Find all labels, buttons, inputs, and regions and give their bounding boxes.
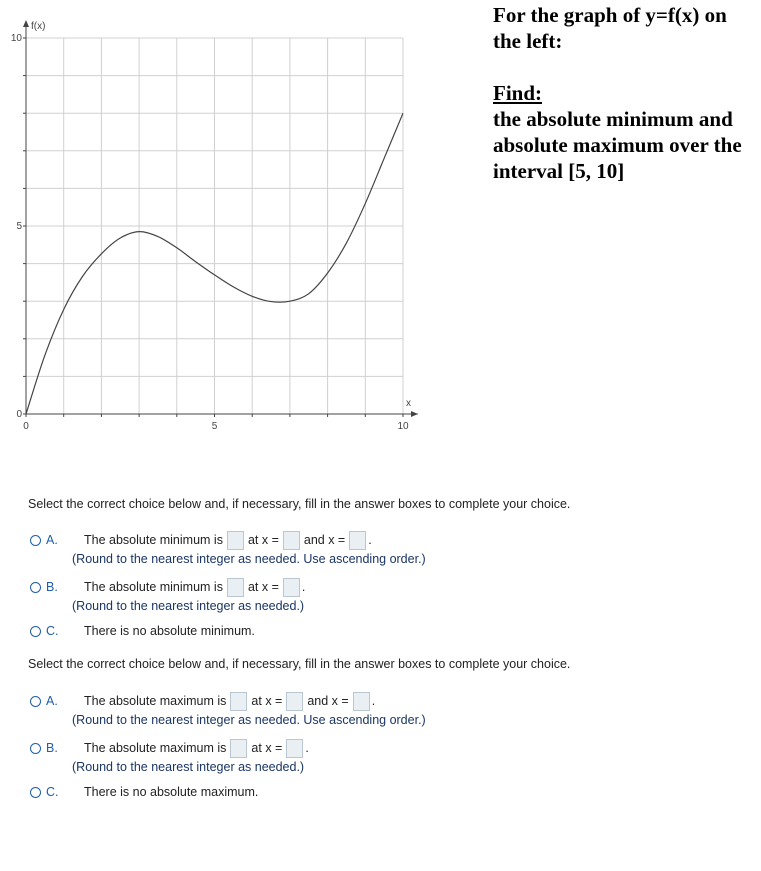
problem-prompt xyxy=(493,2,758,184)
min-choice-c[interactable] xyxy=(30,620,255,642)
y-tick-label: 5 xyxy=(16,221,22,232)
max-b-value-box[interactable] xyxy=(230,739,247,758)
max-b-period: . xyxy=(305,741,309,755)
min-choice-b-hint: (Round to the nearest integer as needed.) xyxy=(72,599,305,613)
min-choice-b[interactable] xyxy=(30,576,305,614)
max-a-period: . xyxy=(371,694,376,708)
max-choice-a-letter: A. xyxy=(46,694,58,708)
max-choice-a-radio[interactable] xyxy=(30,696,41,707)
max-choice-b-letter: B. xyxy=(46,741,58,755)
y-tick-label: 0 xyxy=(16,409,22,420)
max-choice-a[interactable] xyxy=(30,690,426,728)
max-choice-b-radio[interactable] xyxy=(30,743,41,754)
min-b-value-box[interactable] xyxy=(227,578,244,597)
min-choice-a-text1: The absolute minimum is xyxy=(84,533,223,547)
max-a-x1-box[interactable] xyxy=(286,692,303,711)
min-choice-b-text2: at x = xyxy=(247,580,279,594)
max-choice-b-text1: The absolute maximum is xyxy=(84,741,227,755)
prompt-find: Find: xyxy=(493,81,543,105)
max-choice-a-text1: The absolute maximum is xyxy=(84,694,227,708)
min-choice-c-text1: There is no absolute minimum. xyxy=(84,624,255,638)
min-choice-a-text3: and x = xyxy=(303,533,346,547)
min-choice-a-radio[interactable] xyxy=(30,535,41,546)
min-choice-b-letter: B. xyxy=(46,580,58,594)
y-axis-arrow xyxy=(23,20,29,27)
function-graph xyxy=(0,0,440,440)
x-tick-label: 10 xyxy=(397,421,409,432)
x-axis-arrow xyxy=(411,411,418,417)
max-choice-c-text1: There is no absolute maximum. xyxy=(84,785,259,799)
min-choice-a-text2: at x = xyxy=(247,533,279,547)
max-choice-b-hint: (Round to the nearest integer as needed.) xyxy=(72,760,305,774)
min-choice-c-letter: C. xyxy=(46,624,59,638)
min-a-x2-box[interactable] xyxy=(349,531,366,550)
max-choice-b[interactable] xyxy=(30,737,309,775)
min-choice-c-radio[interactable] xyxy=(30,626,41,637)
max-choice-c[interactable] xyxy=(30,781,258,803)
min-a-x1-box[interactable] xyxy=(283,531,300,550)
min-choice-b-radio[interactable] xyxy=(30,582,41,593)
min-choice-a[interactable] xyxy=(30,529,426,567)
y-tick-label: 10 xyxy=(10,33,22,44)
min-a-value-box[interactable] xyxy=(227,531,244,550)
max-choice-b-text2: at x = xyxy=(251,741,283,755)
max-b-x-box[interactable] xyxy=(286,739,303,758)
max-choice-a-text2: at x = xyxy=(251,694,283,708)
prompt-heading: For the graph of y=f(x) on the left: xyxy=(493,3,727,53)
min-choice-b-text1: The absolute minimum is xyxy=(84,580,223,594)
x-tick-label: 5 xyxy=(211,421,218,432)
max-a-x2-box[interactable] xyxy=(353,692,370,711)
max-instruction: Select the correct choice below and, if necessary, fill in the answer boxes to complete your choice. xyxy=(28,657,571,671)
min-choice-a-hint: (Round to the nearest integer as needed. Use ascending order.) xyxy=(72,552,426,566)
min-choice-a-letter: A. xyxy=(46,533,58,547)
min-b-period: . xyxy=(301,580,306,594)
prompt-task: the absolute minimum and absolute maximum over the interval [5, 10] xyxy=(493,107,742,183)
max-choice-a-text3: and x = xyxy=(307,694,349,708)
max-choice-c-letter: C. xyxy=(46,785,59,799)
max-choice-c-radio[interactable] xyxy=(30,787,41,798)
grid-lines xyxy=(26,38,403,414)
y-axis-label: f(x) xyxy=(31,21,46,32)
x-tick-label: 0 xyxy=(23,421,29,432)
tick-labels xyxy=(11,33,409,432)
max-choice-a-hint: (Round to the nearest integer as needed. Use ascending order.) xyxy=(72,713,426,727)
min-instruction: Select the correct choice below and, if necessary, fill in the answer boxes to complete your choice. xyxy=(28,497,571,511)
min-a-period: . xyxy=(368,533,372,547)
x-axis-label: x xyxy=(406,398,411,409)
max-a-value-box[interactable] xyxy=(230,692,247,711)
min-b-x-box[interactable] xyxy=(283,578,300,597)
